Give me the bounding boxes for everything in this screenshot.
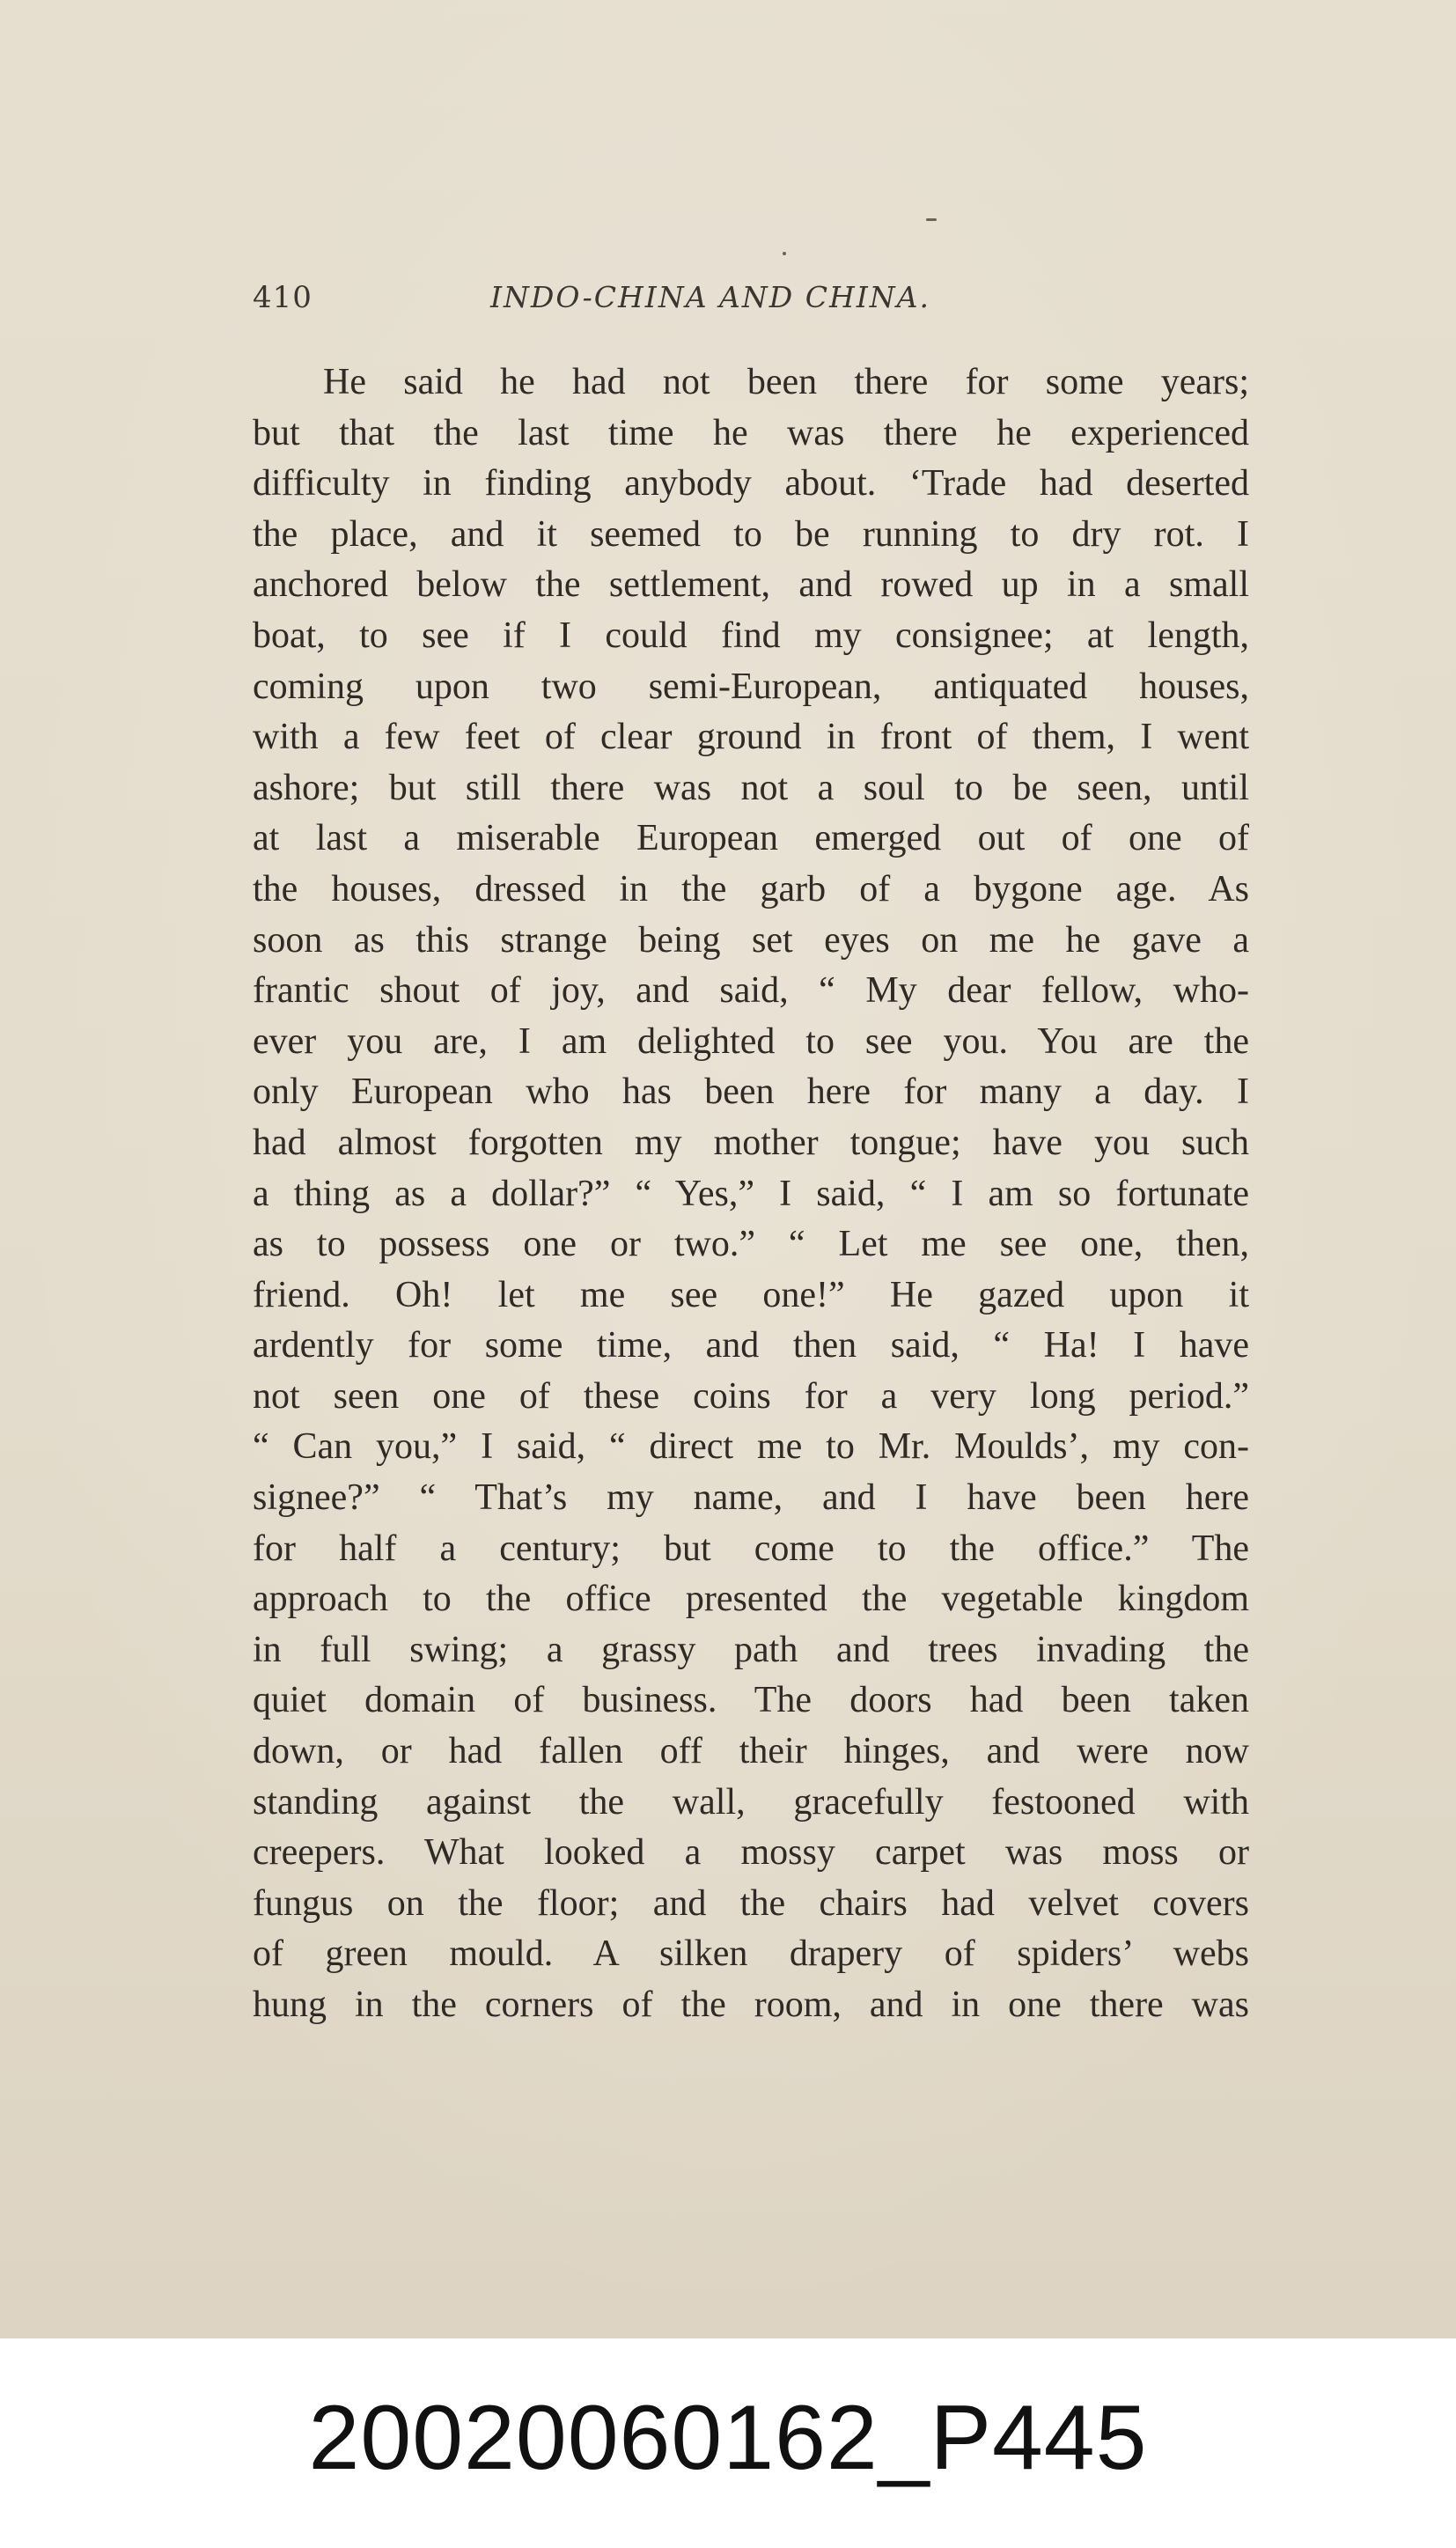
- text-line: standing against the wall, gracefully festooned with: [253, 1781, 1249, 1823]
- text-line: soon as this strange being set eyes on me he gave a: [253, 919, 1249, 961]
- text-line: “ Can you,” I said, “ direct me to Mr. Moulds’, my con-: [253, 1426, 1249, 1468]
- text-line: not seen one of these coins for a very long period.”: [253, 1375, 1249, 1417]
- running-title: INDO-CHINA AND CHINA.: [490, 280, 930, 314]
- text-line: the place, and it seemed to be running to dry rot. I: [253, 513, 1249, 555]
- page-header: [253, 280, 1249, 324]
- body-text: [253, 357, 1249, 2031]
- text-line: frantic shout of joy, and said, “ My dear fellow, who-: [253, 970, 1249, 1012]
- paper-speck: [783, 252, 786, 255]
- text-line: difficulty in finding anybody about. ‘Trade had deserted: [253, 463, 1249, 504]
- text-line: He said he had not been there for some years;: [323, 362, 1249, 402]
- file-label: 20020060162_P445: [308, 2387, 1148, 2489]
- text-line: with a few feet of clear ground in front of them, I went: [253, 717, 1249, 758]
- text-line: ashore; but still there was not a soul to be seen, until: [253, 767, 1249, 808]
- text-line: as to possess one or two.” “ Let me see one, then,: [253, 1224, 1249, 1265]
- text-line: friend. Oh! let me see one!” He gazed upon it: [253, 1274, 1249, 1315]
- text-line: hung in the corners of the room, and in one there was: [253, 1985, 1249, 2025]
- text-line: coming upon two semi-European, antiquated houses,: [253, 666, 1249, 707]
- text-line: creepers. What looked a mossy carpet was moss or: [253, 1832, 1249, 1874]
- text-line: anchored below the settlement, and rowed up in a small: [253, 564, 1249, 606]
- text-line: but that the last time he was there he experienced: [253, 412, 1249, 453]
- text-line: of green mould. A silken drapery of spiders’ webs: [253, 1933, 1249, 1975]
- text-line: the houses, dressed in the garb of a bygone age. As: [253, 868, 1249, 909]
- text-line: signee?” “ That’s my name, and I have been here: [253, 1477, 1249, 1519]
- text-line: had almost forgotten my mother tongue; have you such: [253, 1122, 1249, 1163]
- text-line: quiet domain of business. The doors had been taken: [253, 1680, 1249, 1721]
- page-number: 410: [253, 280, 313, 315]
- text-line: approach to the office presented the vegetable kingdom: [253, 1579, 1249, 1620]
- text-line: only European who has been here for many a day. I: [253, 1071, 1249, 1113]
- text-line: in full swing; a grassy path and trees invading the: [253, 1629, 1249, 1670]
- text-line: a thing as a dollar?” “ Yes,” I said, “ I am so fortunate: [253, 1173, 1249, 1214]
- text-line: fungus on the floor; and the chairs had velvet covers: [253, 1882, 1249, 1924]
- text-line: ardently for some time, and then said, “ Ha! I have: [253, 1325, 1249, 1366]
- text-line: down, or had fallen off their hinges, and were now: [253, 1731, 1249, 1772]
- paper-speck: [926, 218, 937, 221]
- text-line: ever you are, I am delighted to see you. You are the: [253, 1020, 1249, 1062]
- text-line: boat, to see if I could find my consignee; at length,: [253, 615, 1249, 656]
- text-line: at last a miserable European emerged out of one of: [253, 818, 1249, 859]
- text-line: for half a century; but come to the office.” The: [253, 1528, 1249, 1569]
